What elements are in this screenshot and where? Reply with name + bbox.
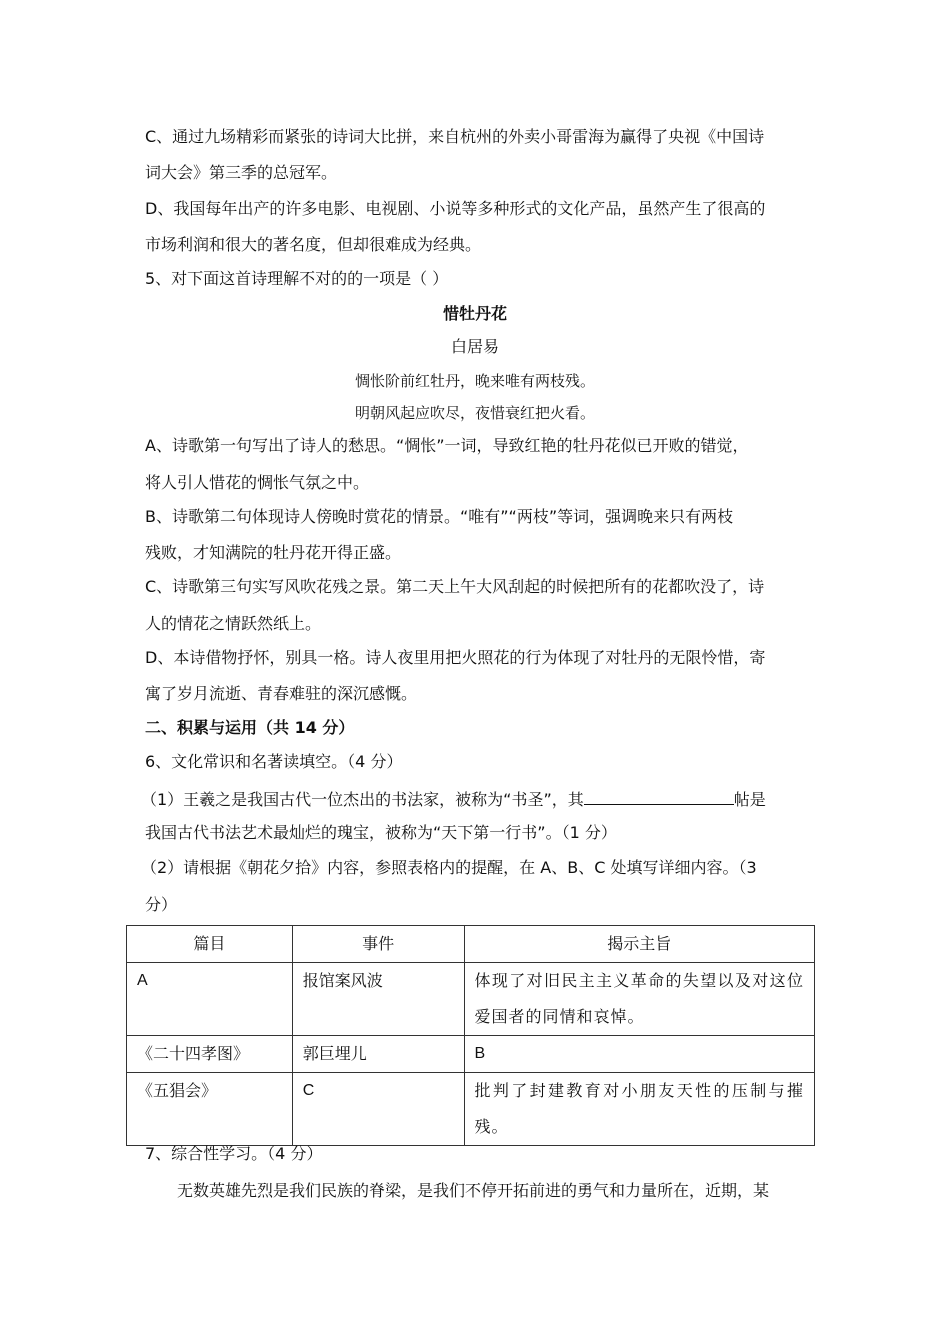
poem-line-2: 明朝风起应吹尽，夜惜衰红把火看。 xyxy=(354,404,595,422)
table-row xyxy=(127,963,815,1036)
table-cell-title: 《二十四孝图》 xyxy=(127,1036,293,1073)
q6-part2-line2: 分） xyxy=(145,895,178,914)
table-cell-title: 《五猖会》 xyxy=(127,1073,293,1146)
q4-option-c-line2: 词大会》第三季的总冠军。 xyxy=(145,163,338,182)
q5-option-a-line2: 将人引人惜花的惆怅气氛之中。 xyxy=(145,473,370,492)
answer-blank[interactable] xyxy=(584,788,734,805)
table-cell-theme: B xyxy=(464,1036,814,1073)
table-cell-event: 报馆案风波 xyxy=(292,963,464,1036)
q5-stem: 5、对下面这首诗理解不对的的一项是（ ） xyxy=(145,269,449,288)
q5-option-c-line2: 人的情花之情跃然纸上。 xyxy=(145,614,322,633)
q6-stem: 6、文化常识和名著读填空。（4 分） xyxy=(145,752,403,771)
table-cell-theme: 体现了对旧民主主义革命的失望以及对这位爱国者的同情和哀悼。 xyxy=(464,963,814,1036)
table-row xyxy=(127,1073,815,1146)
table-header-row xyxy=(127,926,815,963)
reading-table xyxy=(126,925,815,1146)
table-cell-event: 郭巨埋儿 xyxy=(292,1036,464,1073)
q7-stem: 7、综合性学习。（4 分） xyxy=(145,1144,323,1163)
table-row xyxy=(127,1036,815,1073)
table-header-title: 篇目 xyxy=(127,926,293,963)
q4-option-d-line2: 市场利润和很大的著名度，但却很难成为经典。 xyxy=(145,235,482,254)
table-cell-title: A xyxy=(127,963,293,1036)
q6-part1-text-before: （1）王羲之是我国古代一位杰出的书法家，被称为“书圣”，其 xyxy=(141,790,584,809)
q7-paragraph: 无数英雄先烈是我们民族的脊梁，是我们不停开拓前进的勇气和力量所在，近期，某 xyxy=(177,1181,770,1200)
table-header-event: 事件 xyxy=(292,926,464,963)
q6-part1-text-after: 帖是 xyxy=(733,790,766,809)
q5-option-d-line2: 寓了岁月流逝、青春难驻的深沉感慨。 xyxy=(145,684,418,703)
q5-option-b-line2: 残败，才知满院的牡丹花开得正盛。 xyxy=(145,543,402,562)
poem-line-1: 惆怅阶前红牡丹，晚来唯有两枝残。 xyxy=(354,372,595,390)
table-cell-theme: 批判了封建教育对小朋友天性的压制与摧残。 xyxy=(464,1073,814,1146)
table-header-theme: 揭示主旨 xyxy=(464,926,814,963)
poem-title: 惜牡丹花 xyxy=(442,304,507,323)
q5-option-d-line1: D、本诗借物抒怀，别具一格。诗人夜里用把火照花的行为体现了对牡丹的无限怜惜，寄 xyxy=(145,648,766,667)
q6-part1-line1 xyxy=(141,788,766,810)
q5-option-c-line1: C、诗歌第三句实写风吹花残之景。第二天上午大风刮起的时候把所有的花都吹没了，诗 xyxy=(145,577,765,596)
section-heading: 二、积累与运用（共 14 分） xyxy=(145,718,355,737)
q4-option-d-line1: D、我国每年出产的许多电影、电视剧、小说等多种形式的文化产品，虽然产生了很高的 xyxy=(145,199,766,218)
q6-part1-line2: 我国古代书法艺术最灿烂的瑰宝，被称为“天下第一行书”。（1 分） xyxy=(145,823,617,842)
q4-option-c-line1: C、通过九场精彩而紧张的诗词大比拼，来自杭州的外卖小哥雷海为赢得了央视《中国诗 xyxy=(145,127,765,146)
poem-author: 白居易 xyxy=(450,337,499,356)
table-cell-event: C xyxy=(292,1073,464,1146)
q6-part2-line1: （2）请根据《朝花夕拾》内容，参照表格内的提醒，在 A、B、C 处填写详细内容。（3 xyxy=(141,858,757,877)
q5-option-b-line1: B、诗歌第二句体现诗人傍晚时赏花的情景。“唯有”“两枝”等词，强调晚来只有两枝 xyxy=(145,507,734,526)
q5-option-a-line1: A、诗歌第一句写出了诗人的愁思。“惆怅”一词，导致红艳的牡丹花似已开败的错觉， xyxy=(145,436,749,455)
